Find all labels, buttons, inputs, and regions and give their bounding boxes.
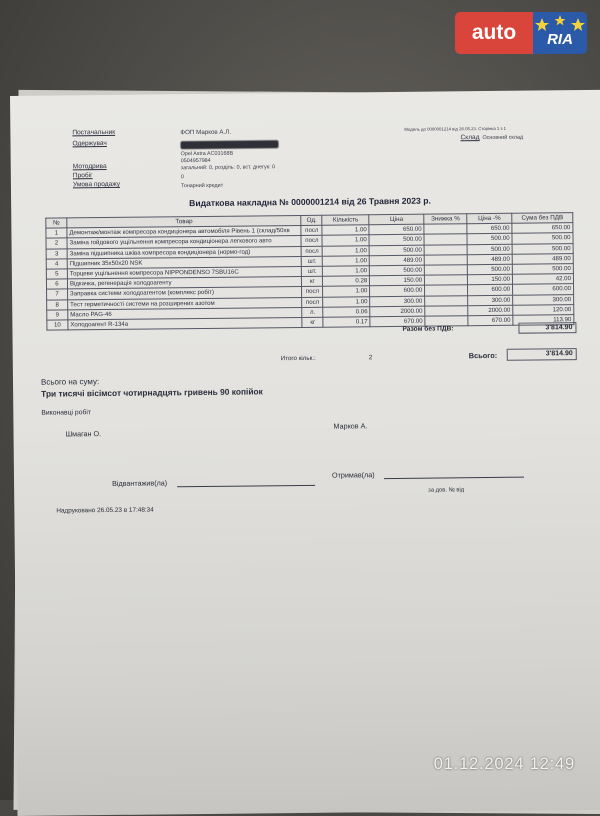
logo-brand-text: auto: [455, 12, 533, 54]
row-quantity: 1.00: [322, 235, 369, 246]
logo-badge: [533, 12, 587, 54]
row-number: 8: [47, 299, 68, 309]
vehicle-label: Мотодрива: [72, 162, 107, 171]
received-signature-line: [384, 477, 524, 479]
row-discount: [425, 285, 468, 296]
sum-words: Три тисячі вісімсот чотирнадцять гривень 90 копійок: [41, 386, 263, 399]
row-price: 650.00: [369, 224, 424, 235]
row-sum: 42.00: [512, 274, 573, 285]
row-price: 670.00: [370, 316, 425, 327]
col-product: Товар: [67, 215, 302, 228]
sum-words-label: Всього на суму:: [40, 377, 100, 387]
reference-text: Модель до 0000001214 від 26.05.23. Сторінка 1 з 1: [404, 125, 507, 132]
col-unit: Од.: [301, 215, 322, 225]
row-sum: 500.00: [512, 243, 573, 254]
row-price: 489.00: [369, 255, 424, 266]
row-discount: [425, 305, 468, 316]
row-discount: [424, 244, 467, 255]
executor-label: Виконавці робіт: [41, 409, 92, 417]
terms-label: Умова продажу: [72, 180, 121, 189]
row-unit: посл: [302, 297, 323, 307]
row-sum: 500.00: [512, 233, 573, 244]
proxy-text: за дов. № від: [428, 487, 465, 494]
manager-name: Марков А.: [333, 421, 368, 431]
photo-timestamp: 01.12.2024 12:49: [433, 755, 575, 773]
row-product: Заміна гойдового ущільнення компресора кондиціонера легкового авто: [67, 236, 302, 249]
terms-value: Тонарний кредит: [180, 182, 224, 190]
row-unit: посл: [301, 246, 322, 256]
row-quantity: 1.00: [323, 286, 370, 297]
row-number: 4: [46, 259, 67, 269]
warehouse-value: Основний склад: [482, 134, 524, 142]
row-number: 10: [47, 320, 68, 330]
subtotal-value: 3'814.90: [518, 322, 576, 334]
row-quantity: 1.00: [323, 266, 370, 277]
row-price-discounted: 670.00: [468, 315, 513, 326]
col-discount: Знижка %: [424, 214, 467, 225]
row-product: Холодоагент R-134a: [68, 317, 303, 330]
col-price-discounted: Ціна -%: [467, 213, 512, 224]
row-price-discounted: 650.00: [467, 223, 512, 234]
row-unit: кг: [302, 317, 323, 327]
redacted-recipient: [180, 140, 278, 149]
recipient-label: Одержувач: [72, 139, 107, 148]
row-number: 2: [46, 238, 67, 248]
row-sum: 120.00: [513, 304, 574, 315]
row-price-discounted: 600.00: [468, 285, 513, 296]
row-sum: 113.90: [513, 314, 574, 325]
row-product: Підшипник 35x50x20 NSK: [67, 256, 302, 269]
row-discount: [424, 254, 467, 265]
row-unit: шт.: [302, 266, 323, 276]
items-table: [45, 212, 574, 331]
col-price: Ціна: [369, 214, 424, 225]
row-quantity: 0.28: [323, 276, 370, 287]
executor-name: Шмаган О.: [65, 429, 102, 439]
row-product: Демонтаж/монтаж компресора кондиціонера автомобіля Рівень 1 (склад/50хв: [67, 226, 302, 239]
row-price: 500.00: [369, 235, 424, 246]
row-unit: кг: [302, 276, 323, 286]
autoria-logo: [455, 12, 587, 54]
mileage-extra: загальний: 0, розділь: 0, вст. днегук: 0: [180, 164, 276, 172]
col-quantity: Кількість: [322, 215, 369, 226]
total-label: Всього:: [468, 350, 498, 361]
row-product: Тест герметичності системи на розширених азотом: [68, 297, 303, 310]
row-discount: [424, 224, 467, 235]
row-unit: посл: [302, 287, 323, 297]
row-number: 3: [46, 248, 67, 258]
row-price-discounted: 500.00: [467, 264, 512, 275]
row-product: Масло PAG-46: [68, 307, 303, 320]
supplier-label: Постачальник: [72, 128, 116, 137]
row-sum: 489.00: [512, 253, 573, 264]
items-count-label: Итого кільк.:: [280, 354, 316, 363]
row-quantity: 1.00: [323, 296, 370, 307]
row-price: 2000.00: [370, 306, 425, 317]
phone-value: 0504957984: [180, 157, 211, 165]
row-sum: 300.00: [513, 294, 574, 305]
mileage-value: 0: [180, 174, 184, 181]
row-price-discounted: 2000.00: [468, 305, 513, 316]
row-price-discounted: 500.00: [467, 234, 512, 245]
row-product: Торцеве ущільнення компресора NIPPONDENSO 7SBU16C: [67, 266, 302, 279]
row-price-discounted: 500.00: [467, 244, 512, 255]
row-quantity: 1.00: [322, 245, 369, 256]
row-price-discounted: 300.00: [468, 295, 513, 306]
row-number: 6: [46, 279, 67, 289]
subtotal-label: Разом без ПДВ:: [402, 325, 454, 333]
col-sum: Сума без ПДВ: [512, 213, 573, 224]
row-sum: 650.00: [512, 223, 573, 234]
row-unit: посл: [301, 225, 322, 235]
row-price-discounted: 150.00: [468, 274, 513, 285]
row-price: 600.00: [370, 285, 425, 296]
supplier-value: ФОП Марков А.Л.: [180, 128, 232, 137]
shipped-label: Відвантажив(ла): [112, 478, 168, 488]
row-unit: шт.: [302, 256, 323, 266]
row-discount: [424, 234, 467, 245]
row-price: 500.00: [369, 245, 424, 256]
received-label: Отримав(ла): [331, 470, 375, 480]
logo-badge-text: RIA: [547, 31, 573, 48]
col-number: №: [46, 218, 67, 228]
row-price: 300.00: [370, 296, 425, 307]
row-unit: посл: [301, 236, 322, 246]
printed-timestamp: Надруковано 26.05.23 в 17:48:34: [56, 506, 154, 515]
row-quantity: 1.00: [323, 255, 370, 266]
vehicle-value: Opel Astra AC03168В: [180, 150, 234, 158]
row-number: 9: [47, 310, 68, 320]
row-number: 7: [47, 289, 68, 299]
row-quantity: 0.06: [323, 306, 370, 317]
row-product: Відкачка, регенерація холодоагенту: [67, 277, 302, 290]
row-quantity: 1.00: [322, 225, 369, 236]
warehouse-label: Склад: [460, 134, 480, 142]
document-title: Видаткова накладна № 0000001214 від 26 Травня 2023 р.: [189, 195, 431, 209]
shipped-signature-line: [177, 485, 315, 487]
row-price: 150.00: [370, 275, 425, 286]
row-price-discounted: 489.00: [467, 254, 512, 265]
row-number: 1: [46, 228, 67, 238]
row-price: 500.00: [370, 265, 425, 276]
total-value: 3'814.90: [507, 348, 577, 361]
row-sum: 600.00: [513, 284, 574, 295]
row-discount: [425, 275, 468, 286]
items-count-value: 2: [368, 354, 373, 362]
invoice-document: [10, 90, 600, 816]
row-unit: л.: [302, 307, 323, 317]
row-product: Заміна підшипника шківа компресора кондиціонера (нормо-год): [67, 246, 302, 259]
row-product: Заправка системи холодоагентом (комплекс робіт): [67, 287, 302, 300]
row-sum: 500.00: [512, 264, 573, 275]
row-quantity: 0.17: [323, 317, 370, 328]
row-discount: [425, 295, 468, 306]
row-discount: [424, 265, 467, 276]
mileage-label: Пробіг: [72, 172, 93, 180]
row-number: 5: [46, 269, 67, 279]
